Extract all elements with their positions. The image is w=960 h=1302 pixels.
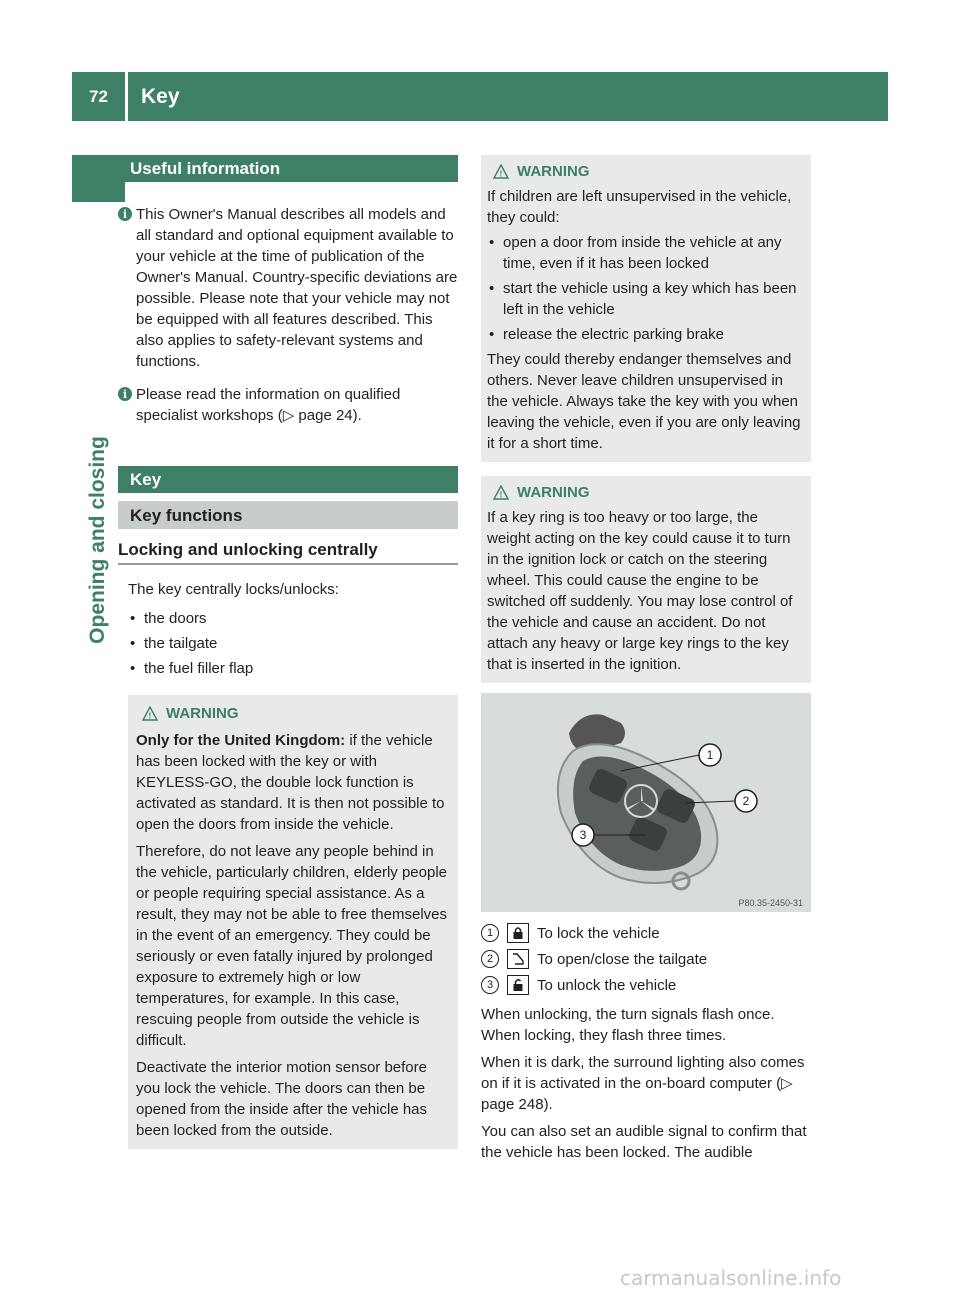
legend-item [481, 920, 816, 946]
key-functions-heading: Key functions [118, 501, 458, 529]
locking-heading: Locking and unlocking centrally [118, 539, 458, 565]
warning-title: ! WARNING [493, 482, 805, 503]
key-heading: Key [118, 466, 458, 493]
left-column [118, 155, 458, 1149]
body-paragraph: When it is dark, the surround lighting also comes on if it is activated in the on-board computer (▷ page 248). [481, 1054, 805, 1113]
warning-paragraph: If a key ring is too heavy or too large, the weight acting on the key could cause it to turn in the ignition lock or catch on the steering wheel. This could cause the engine to be switched off suddenly. You may lose control of the vehicle and cause an accident. Do not attach any heavy or large key rings to the key that is inserted in the ignition. [487, 509, 793, 673]
warning-box-children [481, 155, 811, 462]
legend-item [481, 946, 816, 972]
unlock-icon [507, 975, 529, 995]
list-item: • the fuel filler flap [130, 660, 254, 677]
callout-3 [572, 824, 594, 846]
warning-list [487, 232, 805, 345]
svg-text:2: 2 [742, 794, 750, 808]
list-item: • open a door from inside the vehicle at any time, even if it has been locked [489, 234, 782, 272]
svg-text:!: ! [499, 490, 503, 500]
page-number: 72 [89, 86, 108, 106]
callout-1 [699, 744, 721, 766]
list-item: • the tailgate [130, 635, 218, 652]
warning-triangle-icon [493, 164, 509, 179]
warning-title: ! WARNING [493, 161, 805, 182]
legend-number: 2 [481, 950, 499, 968]
info-note [118, 384, 458, 426]
list-item: • release the electric parking brake [489, 326, 724, 343]
body-paragraph: You can also set an audible signal to confirm that the vehicle has been locked. The audible [481, 1123, 807, 1161]
legend-text: To open/close the tailgate [537, 950, 708, 968]
svg-text:3: 3 [579, 828, 587, 842]
warning-paragraph: Deactivate the interior motion sensor before you lock the vehicle. The doors can then be opened from the inside after the vehicle has been locked from the outside. [136, 1059, 428, 1139]
watermark: carmanualsonline.info [620, 1266, 842, 1290]
list-item: • start the vehicle using a key which has been left in the vehicle [489, 280, 797, 318]
lock-icon [507, 923, 529, 943]
list-item: • the doors [130, 610, 207, 627]
warning-paragraph: They could thereby endanger themselves and others. Never leave children unsupervised in the vehicle. Always take the key with you when leaving the vehicle, even if you are only leaving it for a short time. [487, 351, 801, 452]
legend-item [481, 972, 816, 998]
info-icon: i [118, 207, 132, 221]
legend-number: 3 [481, 976, 499, 994]
section-tab-label: Opening and closing [86, 436, 109, 644]
callout-2 [735, 790, 757, 812]
info-note [118, 204, 458, 372]
warning-box-double-lock [128, 695, 458, 1149]
legend-text: To lock the vehicle [537, 924, 660, 942]
warning-title: ! WARNING [142, 703, 450, 724]
body-paragraph: When unlocking, the turn signals flash once. When locking, they flash three times. [481, 1006, 775, 1044]
warning-paragraph: Only for the United Kingdom: if the vehicle has been locked with the key or with KEYLESS-GO, the double lock function is activated as standard. It is then not possible to open the doors from inside the vehicle. [136, 732, 445, 833]
key-photo [481, 693, 811, 912]
lock-items-list [118, 606, 458, 681]
key-illustration [481, 693, 811, 912]
svg-text:!: ! [499, 169, 503, 179]
warning-triangle-icon [493, 485, 509, 500]
intro-text: The key centrally locks/unlocks: [128, 581, 339, 598]
svg-text:1: 1 [706, 748, 714, 762]
photo-code: P80.35-2450-31 [738, 898, 803, 908]
warning-paragraph: If children are left unsupervised in the vehicle, they could: [487, 188, 792, 226]
header-divider [125, 72, 128, 121]
right-column-lower [481, 920, 816, 1163]
warning-triangle-icon [142, 706, 158, 721]
svg-text:!: ! [148, 711, 152, 721]
tailgate-icon [507, 949, 529, 969]
warning-paragraph: Therefore, do not leave any people behind in the vehicle, particularly children, elderly people or people requiring special assistance. As a result, they may not be able to free themselves in the event of an emergency. They could be seriously or even fatally injured by prolonged exposure to extremely high or low temperatures, for example. In this case, rescuing people from outside the vehicle is difficult. [136, 843, 448, 1049]
header-bar [72, 72, 888, 121]
legend-text: To unlock the vehicle [537, 976, 677, 994]
useful-info-heading: Useful information [118, 155, 458, 182]
info-note-text: Please read the information on qualified specialist workshops (▷ page 24). [136, 386, 401, 424]
legend-number: 1 [481, 924, 499, 942]
page-title: Key [141, 84, 180, 108]
warning-box-keyring [481, 476, 811, 683]
right-column [481, 155, 811, 683]
info-icon: i [118, 387, 132, 401]
info-note-text: This Owner's Manual describes all models and all standard and optional equipment available to your vehicle at the time of publication of the Owner's Manual. Country-specific deviations are possible. Please note that your vehicle may not be equipped with all features described. This also applies to safety-relevant systems and functions. [136, 206, 458, 370]
